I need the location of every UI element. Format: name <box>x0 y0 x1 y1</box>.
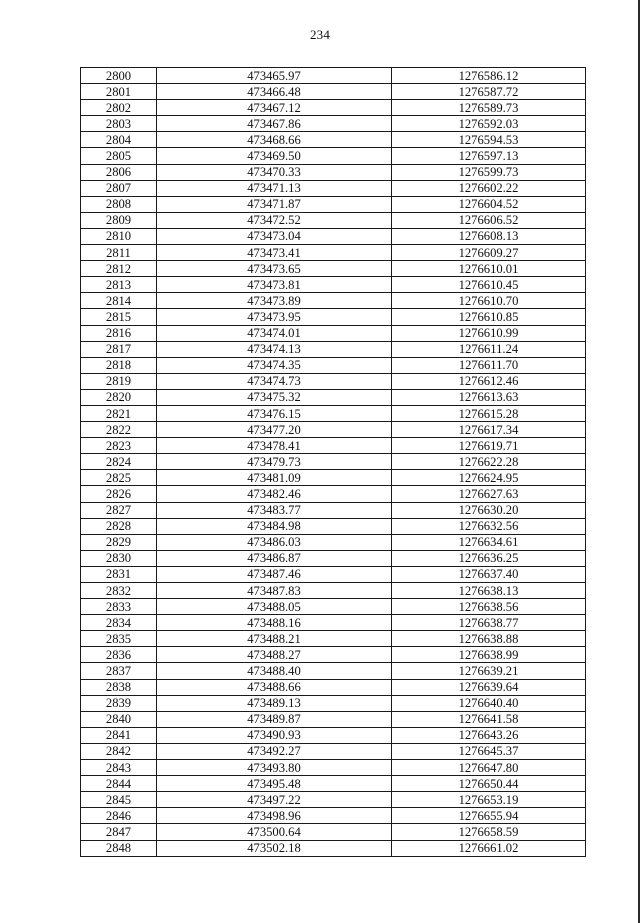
table-row <box>81 760 586 776</box>
table-row <box>81 148 586 164</box>
y-coordinate-cell: 1276597.13 <box>392 148 586 164</box>
table-row <box>81 599 586 615</box>
y-coordinate-cell: 1276630.20 <box>392 502 586 518</box>
table-row <box>81 422 586 438</box>
x-coordinate-cell: 473486.87 <box>157 550 392 566</box>
y-coordinate-cell: 1276636.25 <box>392 550 586 566</box>
table-row <box>81 164 586 180</box>
point-number-cell: 2836 <box>81 647 157 663</box>
table-row <box>81 341 586 357</box>
y-coordinate-cell: 1276638.56 <box>392 599 586 615</box>
table-row <box>81 486 586 502</box>
point-number-cell: 2823 <box>81 438 157 454</box>
table-row <box>81 309 586 325</box>
table-row <box>81 824 586 840</box>
point-number-cell: 2808 <box>81 196 157 212</box>
x-coordinate-cell: 473486.03 <box>157 534 392 550</box>
table-row <box>81 454 586 470</box>
x-coordinate-cell: 473478.41 <box>157 438 392 454</box>
x-coordinate-cell: 473476.15 <box>157 405 392 421</box>
y-coordinate-cell: 1276589.73 <box>392 100 586 116</box>
table-row <box>81 550 586 566</box>
point-number-cell: 2815 <box>81 309 157 325</box>
y-coordinate-cell: 1276613.63 <box>392 389 586 405</box>
table-row <box>81 743 586 759</box>
table-row <box>81 792 586 808</box>
table-row <box>81 261 586 277</box>
point-number-cell: 2818 <box>81 357 157 373</box>
y-coordinate-cell: 1276650.44 <box>392 776 586 792</box>
x-coordinate-cell: 473466.48 <box>157 84 392 100</box>
table-row <box>81 405 586 421</box>
y-coordinate-cell: 1276640.40 <box>392 695 586 711</box>
y-coordinate-cell: 1276639.64 <box>392 679 586 695</box>
x-coordinate-cell: 473495.48 <box>157 776 392 792</box>
table-row <box>81 196 586 212</box>
point-number-cell: 2827 <box>81 502 157 518</box>
table-row <box>81 711 586 727</box>
point-number-cell: 2800 <box>81 68 157 84</box>
coordinates-table <box>80 67 586 857</box>
point-number-cell: 2831 <box>81 566 157 582</box>
point-number-cell: 2801 <box>81 84 157 100</box>
table-row <box>81 325 586 341</box>
y-coordinate-cell: 1276619.71 <box>392 438 586 454</box>
x-coordinate-cell: 473473.04 <box>157 228 392 244</box>
y-coordinate-cell: 1276645.37 <box>392 743 586 759</box>
y-coordinate-cell: 1276611.70 <box>392 357 586 373</box>
point-number-cell: 2835 <box>81 631 157 647</box>
point-number-cell: 2809 <box>81 212 157 228</box>
y-coordinate-cell: 1276661.02 <box>392 840 586 856</box>
y-coordinate-cell: 1276637.40 <box>392 566 586 582</box>
point-number-cell: 2825 <box>81 470 157 486</box>
table-row <box>81 663 586 679</box>
point-number-cell: 2805 <box>81 148 157 164</box>
y-coordinate-cell: 1276638.88 <box>392 631 586 647</box>
point-number-cell: 2806 <box>81 164 157 180</box>
coordinates-table-body <box>81 68 586 857</box>
y-coordinate-cell: 1276615.28 <box>392 405 586 421</box>
point-number-cell: 2816 <box>81 325 157 341</box>
x-coordinate-cell: 473472.52 <box>157 212 392 228</box>
x-coordinate-cell: 473488.16 <box>157 615 392 631</box>
y-coordinate-cell: 1276610.45 <box>392 277 586 293</box>
y-coordinate-cell: 1276608.13 <box>392 228 586 244</box>
point-number-cell: 2814 <box>81 293 157 309</box>
x-coordinate-cell: 473482.46 <box>157 486 392 502</box>
table-row <box>81 583 586 599</box>
table-row <box>81 534 586 550</box>
x-coordinate-cell: 473489.13 <box>157 695 392 711</box>
x-coordinate-cell: 473492.27 <box>157 743 392 759</box>
table-row <box>81 776 586 792</box>
point-number-cell: 2832 <box>81 583 157 599</box>
x-coordinate-cell: 473475.32 <box>157 389 392 405</box>
x-coordinate-cell: 473467.12 <box>157 100 392 116</box>
y-coordinate-cell: 1276624.95 <box>392 470 586 486</box>
page-number: 234 <box>309 27 331 42</box>
point-number-cell: 2830 <box>81 550 157 566</box>
table-row <box>81 566 586 582</box>
y-coordinate-cell: 1276641.58 <box>392 711 586 727</box>
y-coordinate-cell: 1276647.80 <box>392 760 586 776</box>
table-row <box>81 518 586 534</box>
point-number-cell: 2839 <box>81 695 157 711</box>
y-coordinate-cell: 1276604.52 <box>392 196 586 212</box>
y-coordinate-cell: 1276592.03 <box>392 116 586 132</box>
x-coordinate-cell: 473483.77 <box>157 502 392 518</box>
table-row <box>81 245 586 261</box>
point-number-cell: 2820 <box>81 389 157 405</box>
x-coordinate-cell: 473473.95 <box>157 309 392 325</box>
table-row <box>81 808 586 824</box>
x-coordinate-cell: 473489.87 <box>157 711 392 727</box>
x-coordinate-cell: 473488.66 <box>157 679 392 695</box>
point-number-cell: 2803 <box>81 116 157 132</box>
x-coordinate-cell: 473469.50 <box>157 148 392 164</box>
x-coordinate-cell: 473488.05 <box>157 599 392 615</box>
x-coordinate-cell: 473471.87 <box>157 196 392 212</box>
table-row <box>81 502 586 518</box>
point-number-cell: 2817 <box>81 341 157 357</box>
point-number-cell: 2846 <box>81 808 157 824</box>
point-number-cell: 2848 <box>81 840 157 856</box>
table-row <box>81 373 586 389</box>
table-row <box>81 180 586 196</box>
point-number-cell: 2833 <box>81 599 157 615</box>
y-coordinate-cell: 1276638.99 <box>392 647 586 663</box>
y-coordinate-cell: 1276609.27 <box>392 245 586 261</box>
y-coordinate-cell: 1276639.21 <box>392 663 586 679</box>
x-coordinate-cell: 473474.73 <box>157 373 392 389</box>
point-number-cell: 2807 <box>81 180 157 196</box>
x-coordinate-cell: 473488.27 <box>157 647 392 663</box>
y-coordinate-cell: 1276653.19 <box>392 792 586 808</box>
table-row <box>81 695 586 711</box>
point-number-cell: 2804 <box>81 132 157 148</box>
table-row <box>81 840 586 856</box>
point-number-cell: 2842 <box>81 743 157 759</box>
point-number-cell: 2845 <box>81 792 157 808</box>
y-coordinate-cell: 1276594.53 <box>392 132 586 148</box>
y-coordinate-cell: 1276610.99 <box>392 325 586 341</box>
point-number-cell: 2841 <box>81 727 157 743</box>
point-number-cell: 2844 <box>81 776 157 792</box>
point-number-cell: 2819 <box>81 373 157 389</box>
table-row <box>81 293 586 309</box>
x-coordinate-cell: 473465.97 <box>157 68 392 84</box>
table-row <box>81 727 586 743</box>
point-number-cell: 2847 <box>81 824 157 840</box>
table-row <box>81 357 586 373</box>
y-coordinate-cell: 1276627.63 <box>392 486 586 502</box>
y-coordinate-cell: 1276632.56 <box>392 518 586 534</box>
point-number-cell: 2813 <box>81 277 157 293</box>
x-coordinate-cell: 473498.96 <box>157 808 392 824</box>
x-coordinate-cell: 473474.35 <box>157 357 392 373</box>
y-coordinate-cell: 1276610.70 <box>392 293 586 309</box>
x-coordinate-cell: 473474.01 <box>157 325 392 341</box>
y-coordinate-cell: 1276611.24 <box>392 341 586 357</box>
x-coordinate-cell: 473497.22 <box>157 792 392 808</box>
table-row <box>81 84 586 100</box>
y-coordinate-cell: 1276655.94 <box>392 808 586 824</box>
table-row <box>81 132 586 148</box>
point-number-cell: 2829 <box>81 534 157 550</box>
point-number-cell: 2811 <box>81 245 157 261</box>
x-coordinate-cell: 473470.33 <box>157 164 392 180</box>
x-coordinate-cell: 473490.93 <box>157 727 392 743</box>
point-number-cell: 2810 <box>81 228 157 244</box>
x-coordinate-cell: 473484.98 <box>157 518 392 534</box>
point-number-cell: 2802 <box>81 100 157 116</box>
x-coordinate-cell: 473473.65 <box>157 261 392 277</box>
y-coordinate-cell: 1276606.52 <box>392 212 586 228</box>
table-row <box>81 277 586 293</box>
point-number-cell: 2812 <box>81 261 157 277</box>
x-coordinate-cell: 473467.86 <box>157 116 392 132</box>
x-coordinate-cell: 473487.83 <box>157 583 392 599</box>
y-coordinate-cell: 1276610.01 <box>392 261 586 277</box>
y-coordinate-cell: 1276622.28 <box>392 454 586 470</box>
table-row <box>81 438 586 454</box>
x-coordinate-cell: 473474.13 <box>157 341 392 357</box>
point-number-cell: 2826 <box>81 486 157 502</box>
table-row <box>81 631 586 647</box>
x-coordinate-cell: 473488.40 <box>157 663 392 679</box>
y-coordinate-cell: 1276599.73 <box>392 164 586 180</box>
x-coordinate-cell: 473477.20 <box>157 422 392 438</box>
x-coordinate-cell: 473471.13 <box>157 180 392 196</box>
point-number-cell: 2840 <box>81 711 157 727</box>
x-coordinate-cell: 473488.21 <box>157 631 392 647</box>
point-number-cell: 2821 <box>81 405 157 421</box>
x-coordinate-cell: 473473.41 <box>157 245 392 261</box>
x-coordinate-cell: 473473.81 <box>157 277 392 293</box>
x-coordinate-cell: 473479.73 <box>157 454 392 470</box>
y-coordinate-cell: 1276638.77 <box>392 615 586 631</box>
point-number-cell: 2822 <box>81 422 157 438</box>
x-coordinate-cell: 473468.66 <box>157 132 392 148</box>
point-number-cell: 2828 <box>81 518 157 534</box>
y-coordinate-cell: 1276634.61 <box>392 534 586 550</box>
table-row <box>81 212 586 228</box>
y-coordinate-cell: 1276617.34 <box>392 422 586 438</box>
y-coordinate-cell: 1276638.13 <box>392 583 586 599</box>
y-coordinate-cell: 1276643.26 <box>392 727 586 743</box>
x-coordinate-cell: 473500.64 <box>157 824 392 840</box>
coordinates-table-container <box>80 67 585 857</box>
point-number-cell: 2838 <box>81 679 157 695</box>
point-number-cell: 2824 <box>81 454 157 470</box>
point-number-cell: 2843 <box>81 760 157 776</box>
y-coordinate-cell: 1276586.12 <box>392 68 586 84</box>
y-coordinate-cell: 1276658.59 <box>392 824 586 840</box>
table-row <box>81 116 586 132</box>
x-coordinate-cell: 473487.46 <box>157 566 392 582</box>
y-coordinate-cell: 1276612.46 <box>392 373 586 389</box>
y-coordinate-cell: 1276610.85 <box>392 309 586 325</box>
table-row <box>81 100 586 116</box>
table-row <box>81 228 586 244</box>
point-number-cell: 2834 <box>81 615 157 631</box>
table-row <box>81 389 586 405</box>
table-row <box>81 679 586 695</box>
y-coordinate-cell: 1276587.72 <box>392 84 586 100</box>
table-row <box>81 647 586 663</box>
table-row <box>81 68 586 84</box>
x-coordinate-cell: 473481.09 <box>157 470 392 486</box>
y-coordinate-cell: 1276602.22 <box>392 180 586 196</box>
x-coordinate-cell: 473493.80 <box>157 760 392 776</box>
x-coordinate-cell: 473473.89 <box>157 293 392 309</box>
table-row <box>81 470 586 486</box>
point-number-cell: 2837 <box>81 663 157 679</box>
x-coordinate-cell: 473502.18 <box>157 840 392 856</box>
table-row <box>81 615 586 631</box>
